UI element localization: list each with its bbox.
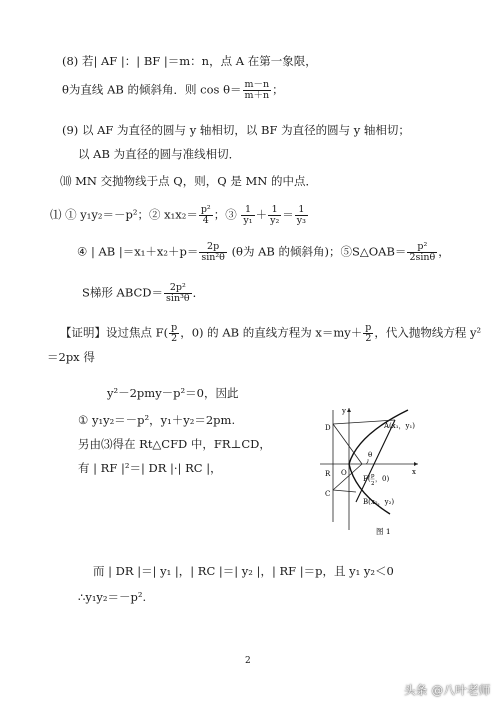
parabola-figure [300, 404, 422, 536]
focus-label: F( [363, 475, 371, 483]
cos-fraction: $\frac{m-n}{m+n}$ [244, 79, 270, 101]
item-9-line-2: 以 AB 为直径的圆与准线相切． [78, 147, 241, 161]
cos-theta-label: θ为直线 AB 的倾斜角．则 cos θ＝ [62, 82, 242, 97]
theta-label: θ [368, 451, 373, 459]
svg-text:，0): ，0) [375, 475, 390, 483]
point-r-label: R [325, 470, 331, 478]
proof-step-4: 而 | DR |＝| y₁ |，| RC |＝| y₂ |，| RF |＝p，且 y₁ y₂＜0 [93, 564, 394, 578]
trapezoid-area: S梯形 ABCD＝ $\frac{\text{2p²}}{\text{sin³θ}}$ ． [82, 282, 205, 304]
point-a-label: A(x₁，y₁) [384, 422, 416, 430]
item-9-line-1: (9) 以 AF 为直径的圆与 y 轴相切，以 BF 为直径的圆与 y 轴相切； [62, 123, 410, 137]
proof-line-1: 【证明】设过焦点 F( $\frac{p}{2}$ ，0) 的 AB 的直线方程为 x＝my＋ $\frac{p}{2}$ ，代入抛物线方程 y² [60, 322, 482, 344]
figure-caption: 图 1 [376, 527, 391, 536]
ab-length-fraction: $\frac{2p}{\text{sin²θ}}$ [201, 241, 225, 263]
proof-step-1: ① y₁y₂＝－p²，y₁＋y₂＝2pm. [78, 413, 236, 427]
conclusion-4-5-row: ④ | AB |＝x₁＋x₂＋p＝ $\frac{2p}{\text{sin²θ}}$ (θ为 AB 的倾斜角)；⑤S△OAB＝ $\frac{\text{p²}}{2\sin\theta}$ ， [77, 241, 450, 263]
proof-step-2: 另由⑶得在 Rt△CFD 中，FR⊥CD， [78, 437, 271, 451]
conclusion-1-row: ⑴ ① y₁y₂＝－p²；② x₁x₂＝ $\frac{\text{p²}}{4}$ ；③ $\frac{1}{\text{y₁}}$ ＋ $\frac{1}{\text{y₂}}$ ＝ $\frac{1}{\text{y₃}}$ [50, 204, 306, 226]
item-8-line-1: (8) 若| AF |：| BF |＝m：n，点 A 在第一象限， [62, 54, 317, 68]
point-d-label: D [325, 424, 331, 432]
origin-label: O [341, 469, 347, 477]
point-b-label: B(x₂，y₂) [363, 498, 395, 506]
parabola-lower [349, 464, 390, 514]
item-10: ⑽ MN 交抛物线于点 Q，则，Q 是 MN 的中点． [60, 174, 317, 188]
proof-equation: y²－2pmy－p²＝0，因此 [107, 386, 239, 400]
point-c-label: C [325, 490, 331, 498]
chord-ab [356, 420, 395, 502]
proof-step-5: ∴y₁y₂＝－p². [78, 590, 147, 604]
watermark: 头条 @八叶老师 [404, 683, 491, 697]
proof-step-3: 有 | RF |²＝| DR |·| RC |， [78, 461, 222, 475]
x1x2-fraction: $\frac{\text{p²}}{4}$ [200, 204, 211, 226]
area-oab-fraction: $\frac{\text{p²}}{2\sin\theta}$ [409, 241, 436, 263]
item-8-line-2: θ为直线 AB 的倾斜角．则 cos θ＝ $\frac{m-n}{m+n}$ ； [62, 79, 284, 101]
y-axis-label: y [342, 407, 346, 415]
svg-text:2: 2 [371, 481, 375, 487]
svg-text:p: p [371, 473, 375, 479]
x-axis-label: x [412, 468, 416, 476]
page-number: 2 [245, 656, 251, 666]
proof-line-2: ＝2px 得 [47, 350, 95, 364]
